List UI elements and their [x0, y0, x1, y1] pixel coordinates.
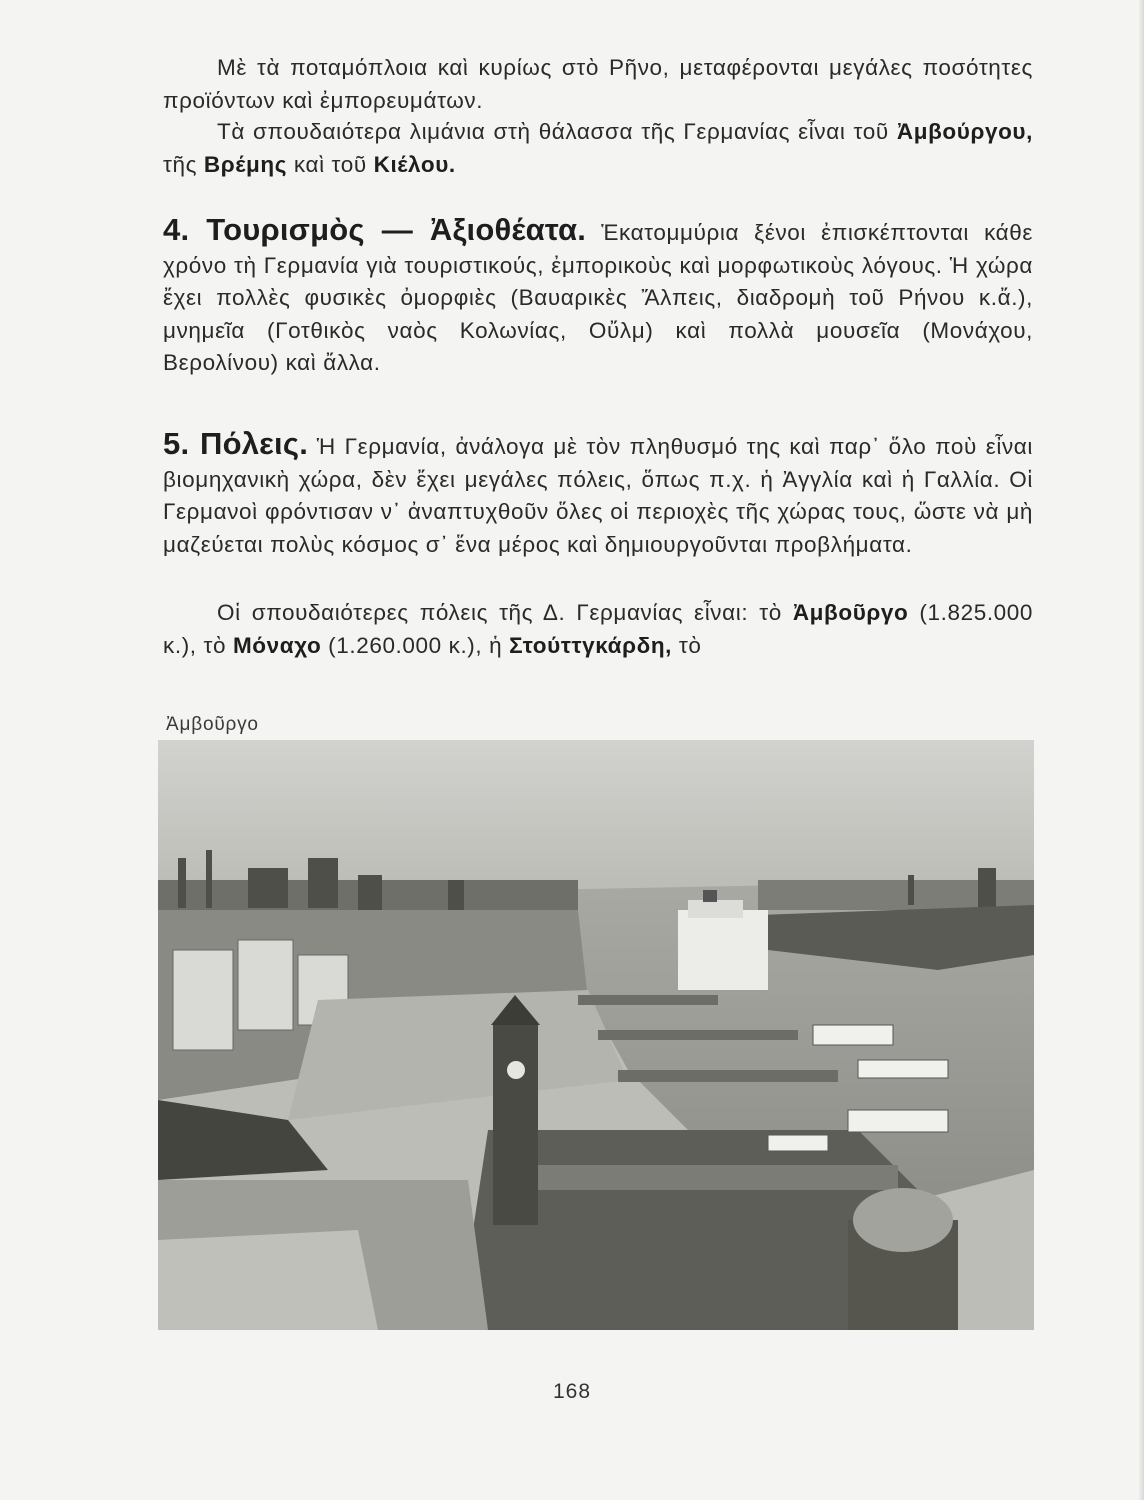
city-stuttgart: Στούττγκάρδη,: [509, 632, 673, 658]
section-5-body: Ἡ Γερμανία, ἀνάλογα μὲ τὸν πληθυσμό της καὶ παρ᾽ ὅλο ποὺ εἶναι βιομηχανικὴ χώρα, δὲν ἔχει μεγάλες πόλεις, ὅπως π.χ. ἡ Ἀγγλία καὶ ἡ Γαλλία. Οἱ Γερμανοὶ φρόντισαν ν᾽ ἀναπτυχθοῦν ὅλες οἱ περιοχὲς τῆς χώρας τους, ὥστε νὰ μὴ μαζεύεται πολὺς κόσμος σ᾽ ἕνα μέρος καὶ δημιουργοῦνται προβλήματα.: [163, 434, 1034, 557]
city-munich: Μόναχο: [232, 632, 322, 658]
population-hamburg: (1.825.000 κ.), τὸ: [163, 600, 1034, 658]
section-4-heading: 4. Τουρισμὸς — Ἀξιοθέατα.: [163, 212, 587, 247]
port-kiel: Κιέλου.: [373, 151, 456, 177]
paragraph-main-cities: [163, 597, 1033, 662]
port-hamburg: Ἀμβούργου,: [896, 119, 1033, 144]
section-5-heading: 5. Πόλεις.: [163, 426, 309, 461]
hamburg-harbour-photo: [158, 740, 1034, 1330]
paragraph-text: Οἱ σπουδαιότερες πόλεις τῆς Δ. Γερμανίας εἶναι: τὸ: [217, 600, 782, 625]
paragraph-ports: [163, 116, 1033, 181]
paragraph-river-transport: [163, 52, 1033, 117]
paragraph-text: Τὰ σπουδαιότερα λιμάνια στὴ θάλασσα τῆς Γερμανίας εἶναι τοῦ: [217, 119, 889, 144]
page-number: 168: [552, 1380, 592, 1403]
city-hamburg: Ἀμβοῦργο: [792, 600, 909, 625]
section-4-body: Ἑκατομμύρια ξένοι ἐπισκέπτονται κάθε χρόνο τὴ Γερμανία γιὰ τουριστικούς, ἐμπορικοὺς καὶ μορφωτικοὺς λόγους. Ἡ χώρα ἔχει πολλὲς φυσικὲς ὀμορφιὲς (Βαυαρικὲς Ἄλπεις, διαδρομὴ τοῦ Ρήνου κ.ἄ.), μνημεῖα (Γοτθικὸς ναὸς Κολωνίας, Οὔλμ) καὶ πολλὰ μουσεῖα (Μονάχου, Βερολίνου) καὶ ἄλλα.: [163, 220, 1033, 375]
population-munich: (1.260.000 κ.), ἡ: [328, 632, 503, 658]
port-bremen: Βρέμης: [203, 151, 288, 177]
section-cities: [163, 428, 1033, 561]
paragraph-text: τὸ: [678, 632, 702, 658]
page-edge-shadow: [1138, 0, 1144, 1500]
paragraph-text: καὶ τοῦ: [293, 151, 367, 177]
paragraph-text: τῆς: [163, 151, 198, 177]
section-tourism: [163, 214, 1033, 380]
figure-caption: Ἀμβοῦργο: [166, 714, 259, 735]
paragraph-text: Μὲ τὰ ποταμόπλοια καὶ κυρίως στὸ Ρῆνο, μεταφέρονται μεγάλες ποσότητες προϊόντων καὶ ἐμπορευμάτων.: [163, 55, 1033, 113]
harbour-illustration: [158, 740, 1034, 1330]
